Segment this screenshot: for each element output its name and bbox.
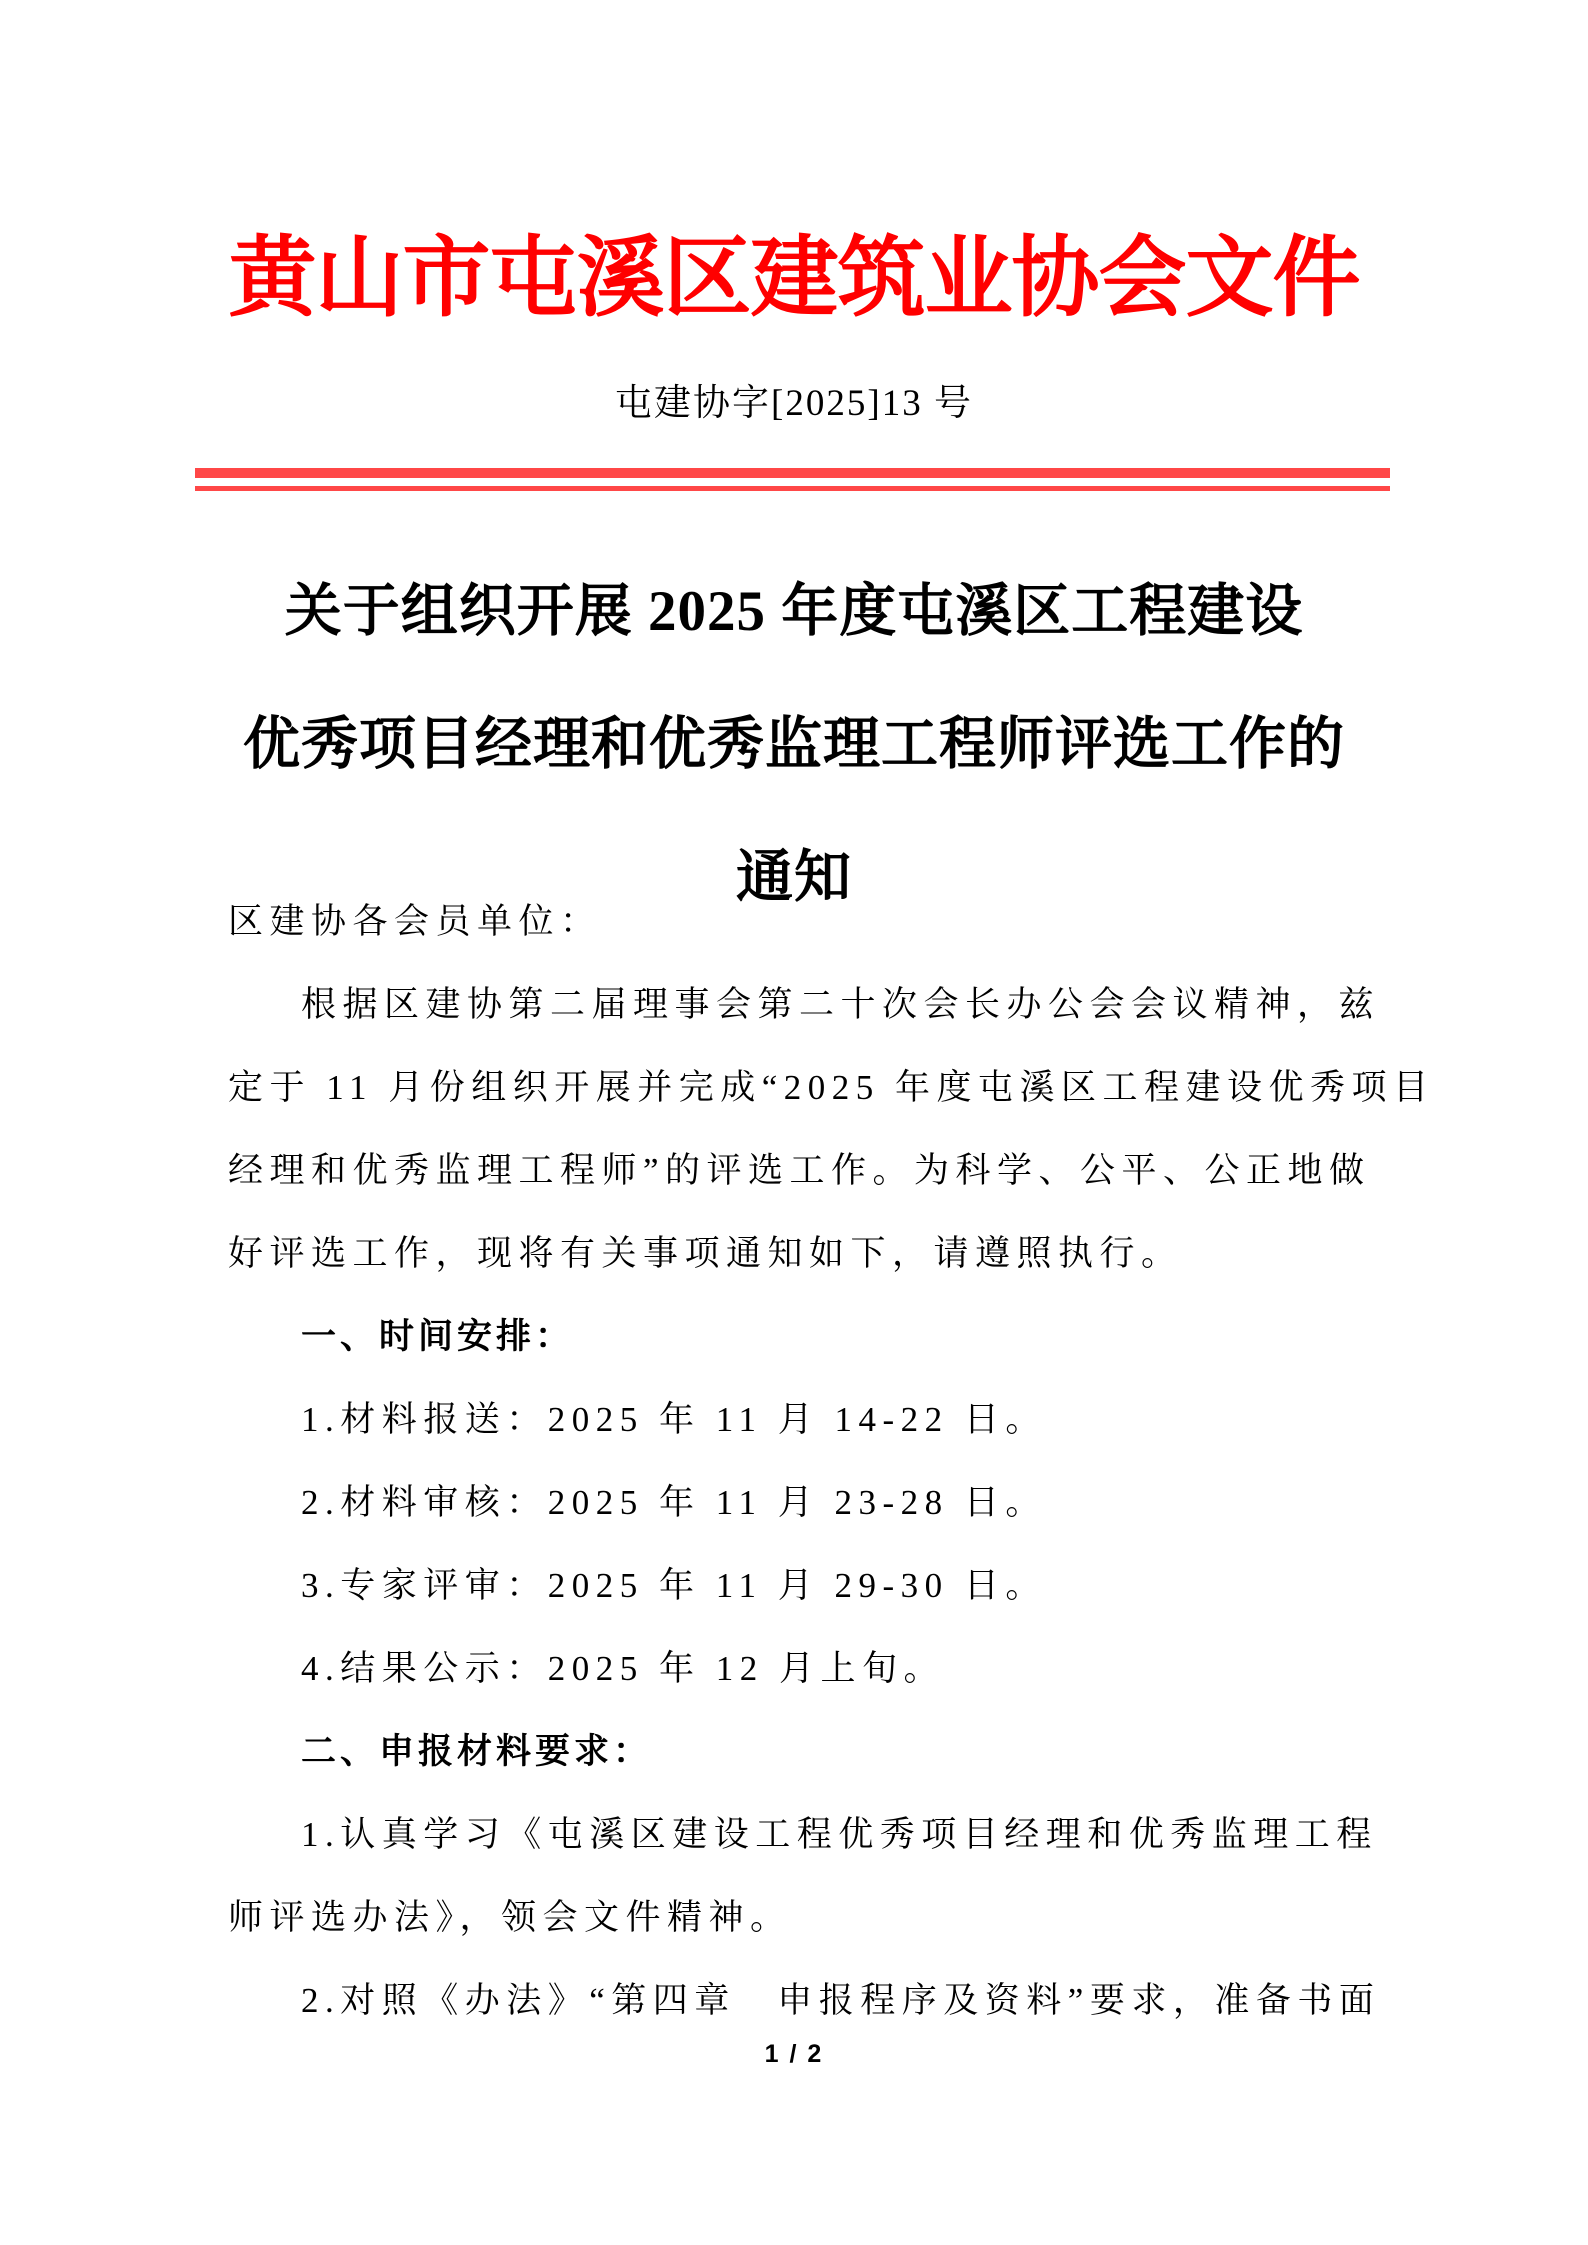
section-heading-materials: 二、申报材料要求： — [301, 1732, 653, 1771]
red-rule-top — [195, 468, 1390, 478]
body-salutation: 区建协各会员单位： — [228, 902, 602, 941]
body-line: 好评选工作，现将有关事项通知如下，请遵照执行。 — [228, 1234, 1183, 1273]
body-line: 根据区建协第二届理事会第二十次会长办公会会议精神，兹 — [301, 985, 1381, 1024]
schedule-item-3: 3.专家评审：2025 年 11 月 29-30 日。 — [301, 1566, 1047, 1605]
page-indicator: 1 / 2 — [764, 2040, 824, 2068]
notice-title-line-1: 关于组织开展 2025 年度屯溪区工程建设 — [284, 580, 1304, 643]
schedule-item-2: 2.材料审核：2025 年 11 月 23-28 日。 — [301, 1483, 1047, 1522]
page-footer — [0, 2040, 1588, 2069]
requirement-item-1: 1.认真学习《屯溪区建设工程优秀项目经理和优秀监理工程 — [301, 1815, 1378, 1854]
requirement-item-2: 2.对照《办法》“第四章 申报程序及资料”要求，准备书面 — [301, 1981, 1381, 2020]
notice-title-line-3: 通知 — [736, 846, 852, 909]
notice-title-line-2: 优秀项目经理和优秀监理工程师评选工作的 — [243, 713, 1345, 776]
section-heading-time: 一、时间安排： — [301, 1317, 575, 1356]
body-line: 定于 11 月份组织开展并完成“2025 年度屯溪区工程建设优秀项目 — [228, 1068, 1435, 1107]
masthead-title: 黄山市屯溪区建筑业协会文件 — [228, 231, 1360, 328]
schedule-item-1: 1.材料报送：2025 年 11 月 14-22 日。 — [301, 1400, 1047, 1439]
notice-body — [228, 880, 1435, 2042]
doc-number: 屯建协字[2025]13 号 — [615, 383, 973, 424]
body-line: 经理和优秀监理工程师”的评选工作。为科学、公平、公正地做 — [228, 1151, 1371, 1190]
red-rule-bottom — [195, 486, 1390, 491]
schedule-item-4: 4.结果公示：2025 年 12 月上旬。 — [301, 1649, 946, 1688]
requirement-item-1-cont: 师评选办法》，领会文件精神。 — [228, 1898, 792, 1937]
